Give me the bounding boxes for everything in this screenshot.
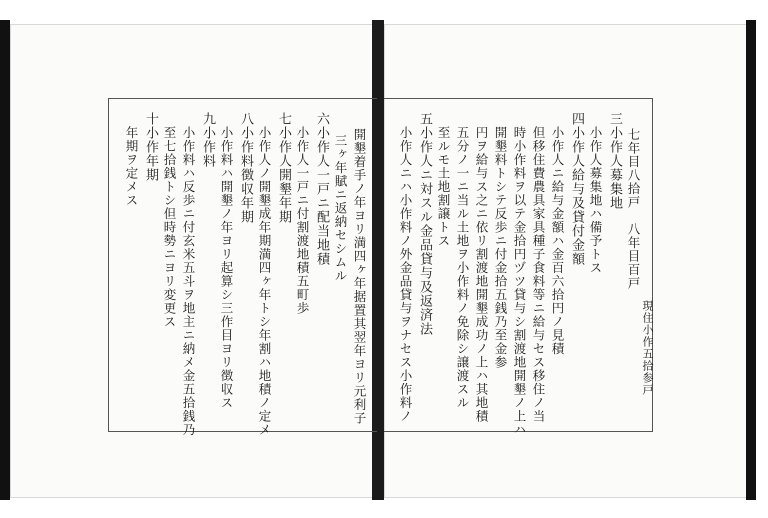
right-column-7: 時小作料ヲ以テ金拾円ヅツ貸与シ割渡地開墾ノ上ハ — [512, 126, 527, 437]
left-column-12: 十小作年期 — [143, 112, 158, 182]
right-column-6: 但移住費農具家具種子食料等ニ給与セス移住ノ当 — [531, 126, 546, 423]
right-column-5: 小作人ニ給与金額ハ金百六拾円ノ見積 — [550, 126, 565, 356]
right-column-2: 三小作人募集地 — [607, 112, 622, 210]
left-column-10: 小作料ハ反歩ニ付玄米五斗ヲ地主ニ納メ金五拾銭乃 — [181, 126, 196, 437]
left-column-13: 年期ヲ定メス — [124, 126, 139, 207]
right-column-11: 至ルモ土地割譲トス — [436, 126, 451, 248]
left-column-8: 小作料ハ開墾ノ年ヨリ起算シ三作目ヨリ徴収ス — [219, 126, 234, 410]
right-column-9: 円ヲ給与ス之ニ依リ割渡地開墾成功ノ上ハ其地積 — [474, 126, 489, 423]
left-column-11: 至七拾銭トシ但時勢ニヨリ変更ス — [162, 126, 177, 329]
left-column-3: 六小作人一戸ニ配当地積 — [314, 112, 329, 266]
left-column-1: 開墾着手ノ年ヨリ満四ヶ年据置其翌年ヨリ元利子 — [352, 128, 367, 425]
right-page-edge — [746, 20, 756, 500]
left-column-9: 九小作料 — [200, 112, 215, 168]
right-column-8: 開墾料トシテ反歩ニ付金拾五銭乃至金参 — [493, 126, 508, 369]
right-column-4: 四小作人給与及貸付金額 — [569, 112, 584, 266]
left-column-6: 小作人ノ開墾成年期満四ヶ年トシ年割ハ地積ノ定メ — [257, 126, 272, 437]
right-column-13: 小作人ニハ小作料ノ外金品貸与ヲナセス小作料ノ — [398, 126, 413, 423]
right-column-12: 五小作人ニ対スル金品貸与及返済法 — [417, 112, 432, 336]
left-column-2: 三ヶ年賦ニ返納セシムル — [333, 134, 348, 283]
left-column-5: 七小作人開墾年期 — [276, 112, 291, 224]
left-column-7: 八小作料徴収年期 — [238, 112, 253, 224]
right-column-marginal-note: 現住小作五拾参戸 — [641, 300, 654, 396]
left-page-edge — [0, 20, 10, 500]
right-column-3: 小作人募集地ハ備予トス — [588, 126, 603, 275]
right-column-10: 五分ノ一ニ当ル土地ヲ小作料ノ免除シ譲渡スル — [455, 126, 470, 410]
left-column-4: 小作人一戸ニ付割渡地積五町歩 — [295, 126, 310, 315]
right-column-1: 七年目八拾戸 八年目百戸 — [626, 128, 641, 290]
